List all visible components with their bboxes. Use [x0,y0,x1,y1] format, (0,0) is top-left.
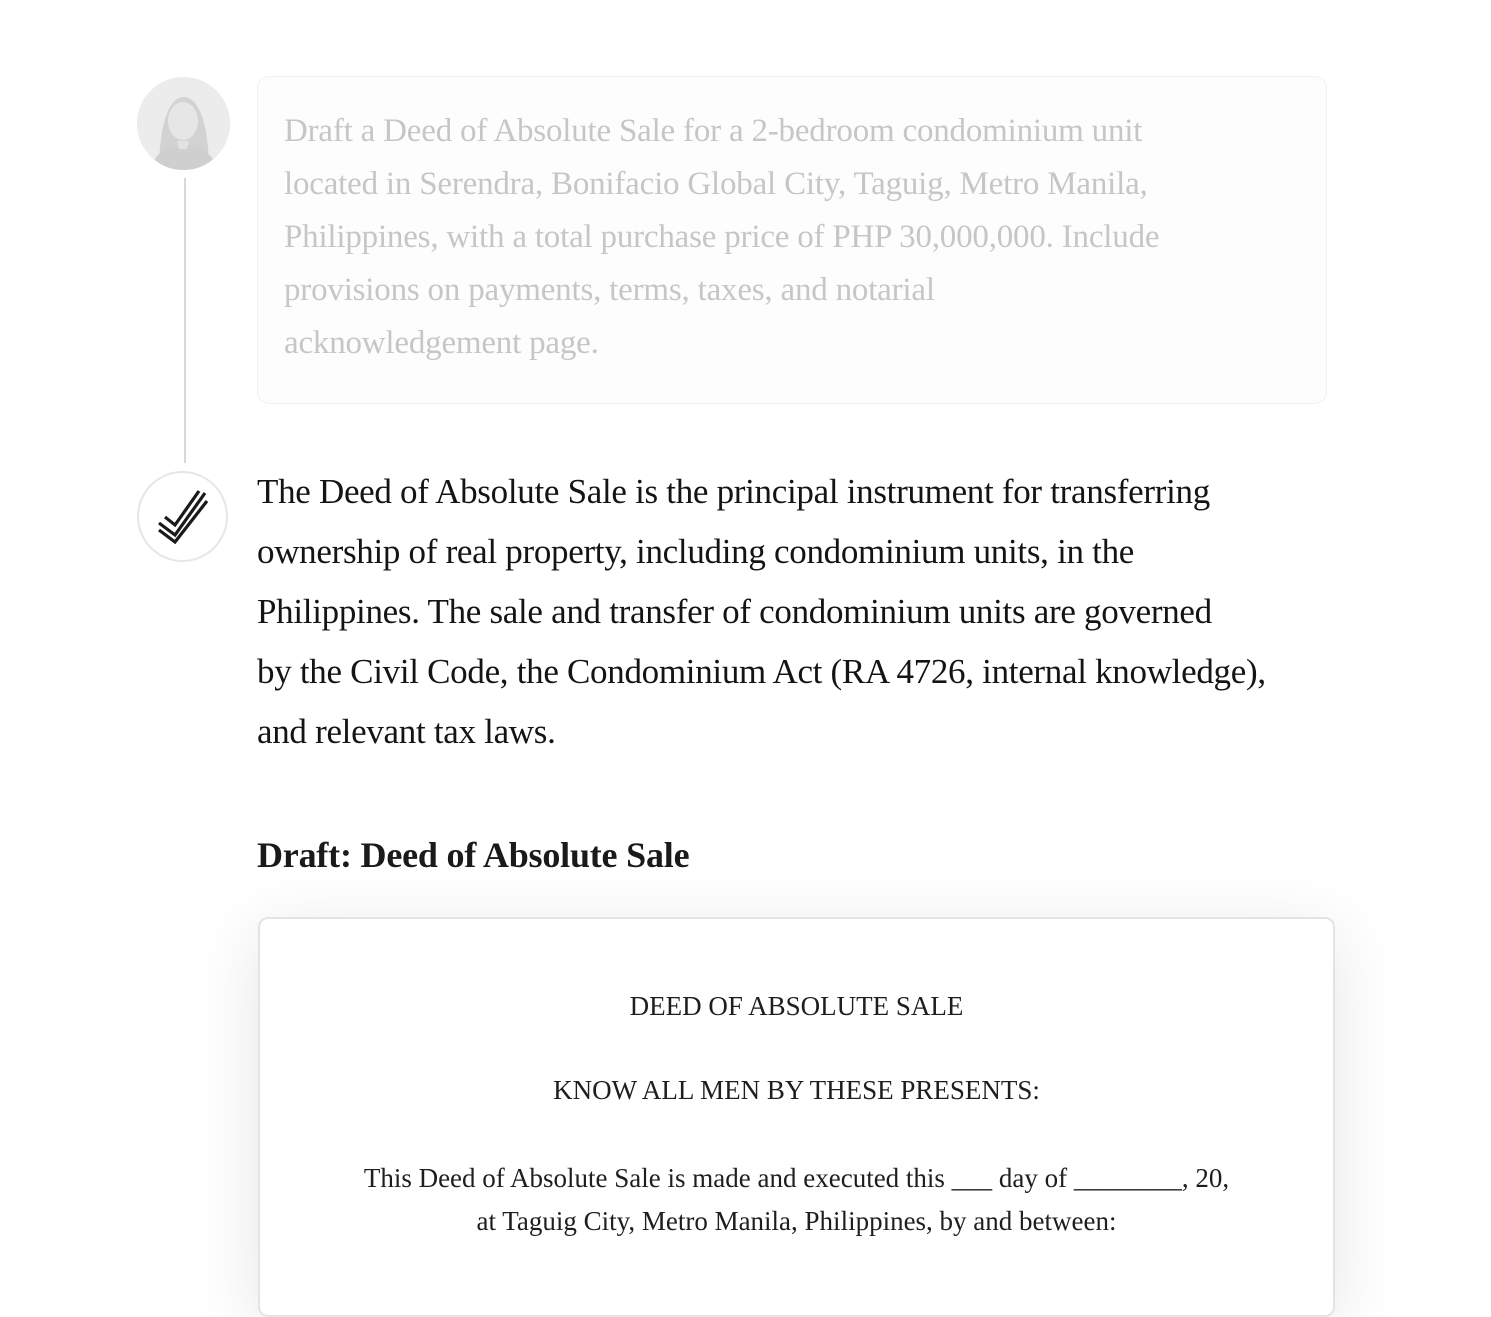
user-avatar-image [137,77,230,170]
document-title: DEED OF ABSOLUTE SALE [629,991,964,1021]
thread-connector-line [184,178,186,463]
user-avatar [137,77,230,170]
user-prompt-text: Draft a Deed of Absolute Sale for a 2-bedroom condominium unit located in Serendra, Bonifacio Global City, Taguig, Metro Manila, Philippines, with a total purchase price of PHP 30,000,000. Include provisions on payments, terms, taxes, and notarial acknowledgement page. [284,113,1160,361]
user-prompt-card [257,76,1327,404]
draft-heading: Draft: Deed of Absolute Sale [257,835,690,875]
document-know-all-men: KNOW ALL MEN BY THESE PRESENTS: [553,1075,1040,1105]
document-preview-card[interactable] [258,917,1335,1317]
assistant-avatar [137,471,228,562]
assistant-answer-text: The Deed of Absolute Sale is the principal instrument for transferring ownership of real property, including condominium units, in the Philippines. The sale and transfer of condominium units are governed by the Civil Code, the Condominium Act (RA 4726, internal knowledge), and relevant tax laws. [257,472,1266,751]
double-check-logo-icon [153,487,213,547]
document-opening-paragraph: This Deed of Absolute Sale is made and executed this ___ day of ________, 20, at Taguig City, Metro Manila, Philippines, by and between: [363,1163,1230,1236]
